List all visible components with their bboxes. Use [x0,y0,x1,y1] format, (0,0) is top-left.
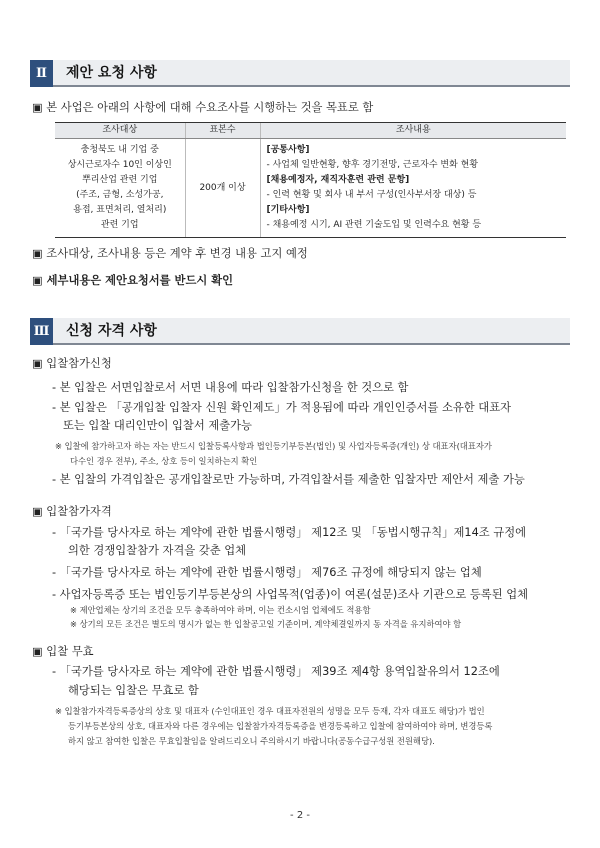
bullet-change-notice [32,246,308,261]
invalid-bid-note: ※ 입찰참가자격등록증상의 상호 및 대표자 (수인대표인 경우 대표자전원의 성명을 모두 등재, 각자 대표도 해당)가 법인 [55,706,485,716]
content-line: - 인력 현황 및 회사 내 부서 구성(인사부서장 대상) 등 [266,190,477,200]
table-header-content: 조사내용 [260,123,566,139]
qualification-line: - 「국가를 당사자로 하는 계약에 관한 법률시행령」 제12조 및 「동법시행규칙」제14조 규정에 [52,526,527,539]
target-line: (주조, 금형, 소성가공, [76,190,164,200]
bullet-square: ▣ [32,274,43,287]
bid-application-title: 입찰참가신청 [46,357,112,370]
qualification-line: 의한 경쟁입찰참가 자격을 갖춘 업체 [68,544,247,557]
invalid-bid-line: 해당되는 입찰은 무효로 함 [68,684,199,697]
invalid-bid-note: 하지 않고 참여한 입찰은 무효입찰임을 알려드리오니 주의하시기 바랍니다(공동수급구성원 전원해당). [68,736,435,746]
target-line: 뿌리산업 관련 기업 [82,175,158,185]
section-header-eligibility [30,318,570,345]
table-row [55,139,566,238]
target-line: 용접, 표면처리, 열처리) [73,205,167,215]
content-line: [채용예정자, 재직자훈련 관련 문항] [266,175,410,185]
table-header-sample: 표본수 [185,123,260,139]
content-line: - 채용예정 시기, AI 관련 기술도입 및 인력수요 현황 등 [266,220,482,230]
invalid-bid-line: - 「국가를 당사자로 하는 계약에 관한 법률시행령」 제39조 제4항 용역입찰유의서 12조에 [52,665,500,678]
bullet-invalid-bid [32,644,94,659]
content-line: [공통사항] [266,145,310,155]
intro-line [32,100,373,115]
bid-application-note: 다수인 경우 전부), 주소, 상호 등이 일치하는지 확인 [70,456,258,466]
change-notice-text: 조사대상, 조사내용 등은 계약 후 변경 내용 고지 예정 [46,247,308,260]
section-title: 제안 요청 사항 [66,65,157,81]
bid-application-line: - 본 입찰의 가격입찰은 공개입찰로만 가능하며, 가격입찰서를 제출한 입찰자만 제안서 제출 가능 [52,473,525,486]
bid-application-line: 또는 입찰 대리인만이 입찰서 제출가능 [63,419,252,432]
bullet-bid-application [32,356,112,371]
qualification-line: - 「국가를 당사자로 하는 계약에 관한 법률시행령」 제76조 규정에 해당되지 않는 업체 [52,566,482,579]
survey-table [55,122,566,238]
target-line: 충청북도 내 기업 중 [80,145,159,155]
section-number: Ⅱ [30,60,53,87]
check-rfp-text: 세부내용은 제안요청서를 반드시 확인 [46,274,234,287]
table-header-row [55,123,566,139]
bid-application-line: - 본 입찰은 서면입찰로서 서면 내용에 따라 입찰참가신청을 한 것으로 함 [52,381,409,394]
bullet-square: ▣ [32,101,43,114]
section-title: 신청 자격 사항 [66,323,157,339]
bullet-square: ▣ [32,505,43,518]
bullet-square: ▣ [32,645,43,658]
section-header-proposal [30,60,570,87]
bullet-square: ▣ [32,247,43,260]
content-line: - 사업체 일반현황, 향후 경기전망, 근로자수 변화 현황 [266,160,479,170]
target-line: 상시근로자수 10인 이상인 [67,160,172,170]
bullet-qualification [32,504,112,519]
qualification-note: ※ 제안업체는 상기의 조건을 모두 충족하여야 하며, 이는 컨소시엄 업체에도 적용함 [70,605,371,615]
target-line: 관련 기업 [100,220,139,230]
intro-text: 본 사업은 아래의 사항에 대해 수요조사를 시행하는 것을 목표로 함 [46,101,374,114]
table-header-target: 조사대상 [55,123,185,139]
bullet-square: ▣ [32,357,43,370]
qualification-title: 입찰참가자격 [46,505,112,518]
bullet-check-rfp [32,273,233,288]
bid-application-note: ※ 입찰에 참가하고자 하는 자는 반드시 입찰등록사항과 법인등기부등본(법인) 및 사업자등록증(개인) 상 대표자(대표자가 [55,441,492,451]
invalid-bid-note: 등기부등본상의 상호, 대표자와 다른 경우에는 입찰참가자격등록증을 변경등록하고 입찰에 참여하여야 하며, 변경등록 [68,721,493,731]
qualification-line: - 사업자등록증 또는 법인등기부등본상의 사업목적(업종)이 여론(설문)조사 기관으로 등록된 업체 [52,588,529,601]
content-cell [260,139,566,238]
invalid-bid-title: 입찰 무효 [46,645,94,658]
bid-application-line: - 본 입찰은 「공개입찰 입찰자 신원 확인제도」가 적용됨에 따라 개인인증서를 소유한 대표자 [52,401,512,414]
section-number: Ⅲ [30,318,53,345]
sample-cell: 200개 이상 [185,139,260,238]
content-line: [기타사항] [266,205,310,215]
page-number: - 2 - [290,810,310,821]
target-cell [55,139,185,238]
qualification-note: ※ 상기의 모든 조건은 별도의 명시가 없는 한 입찰공고일 기준이며, 계약체결일까지 동 자격을 유지하여야 함 [70,619,462,629]
